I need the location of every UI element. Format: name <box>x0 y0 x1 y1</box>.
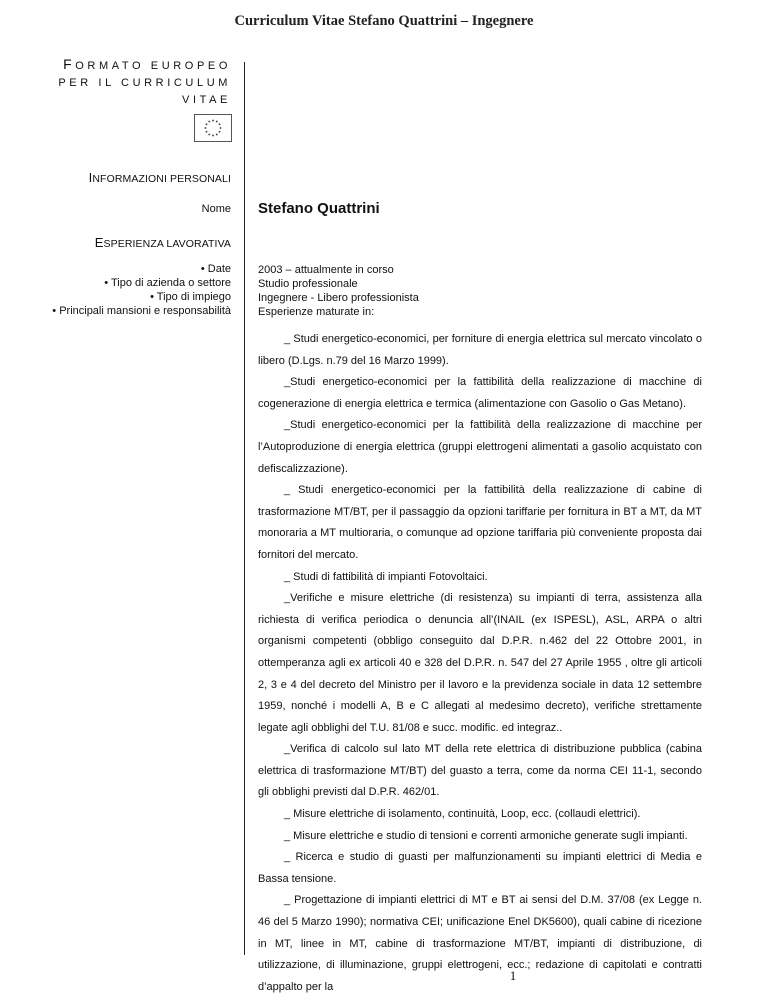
responsibility-item: _ Ricerca e studio di guasti per malfunzionamenti su impianti elettrici di Media e Bassa tensione. <box>258 851 702 885</box>
responsibilities-list <box>258 329 702 998</box>
responsibility-item: _Studi energetico-economici per la fattibilità della realizzazione di macchine per l’Autoproduzione di energia elettrica (gruppi elettrogeni alimentati a gasolio acquistato con defiscalizzazione). <box>258 419 702 475</box>
title-initial: F <box>63 56 76 72</box>
job-intro: Esperienze maturate in: <box>258 306 375 318</box>
cv-format-title <box>58 56 231 109</box>
eu-star <box>208 121 210 123</box>
eu-star <box>206 131 208 133</box>
label-job-type: • Tipo di impiego <box>150 291 231 303</box>
eu-star <box>216 121 218 123</box>
section-label: NFORMAZIONI PERSONALI <box>92 173 231 185</box>
eu-star <box>219 131 221 133</box>
title-line-1: ORMATO EUROPEO <box>75 60 231 72</box>
eu-star <box>206 123 208 125</box>
responsibility-item: _ Studi energetico-economici, per forniture di energia elettrica sul mercato vincolato o libero (D.Lgs. n.79 del 16 Marzo 1999). <box>258 333 702 367</box>
label-date: • Date <box>200 263 231 275</box>
eu-star <box>208 134 210 136</box>
responsibility-item: _ Studi di fattibilità di impianti Fotovoltaici. <box>284 570 488 583</box>
title-line-3: VITAE <box>182 94 231 106</box>
section-initial: I <box>88 170 93 185</box>
responsibility-item: _Verifiche e misure elettriche (di resistenza) su impianti di terra, assistenza alla richiesta di verifica periodica o denuncia all’(INAIL (ex ISPESL), ASL, ARPA o altri organismi competenti (obbligo conseguito dal D.P.R. n.462 del 22 Ottobre 2001, in ottemperanza agli ex articoli 40 e 328 del D.P.R. n. 547 del 27 Aprile 1955 , oltre gli articoli 2, 3 e 4 del decreto del Ministro per il lavoro e la previdenza sociale in data 12 settembre 1959, nonché i modelli A, B e C allegati al medesimo decreto), verifiche strettamente legate agli obblighi del T.U. 81/08 e succ. modific. ed integraz.. <box>258 592 702 734</box>
job-date: 2003 – attualmente in corso <box>258 264 394 276</box>
section-work-experience <box>95 235 231 250</box>
page-header: Curriculum Vitae Stefano Quattrini – Ingegnere <box>234 13 534 29</box>
section-label: SPERIENZA LAVORATIVA <box>103 238 231 250</box>
eu-star <box>212 120 214 122</box>
eu-star <box>216 134 218 136</box>
job-company: Studio professionale <box>258 278 358 290</box>
title-line-2: PER IL CURRICULUM <box>58 77 231 89</box>
responsibility-item: _ Misure elettriche di isolamento, continuità, Loop, ecc. (collaudi elettrici). <box>284 808 641 821</box>
responsibility-item: _ Misure elettriche e studio di tensioni e correnti armoniche generate sugli impianti. <box>284 829 688 842</box>
label-company-type: • Tipo di azienda o settore <box>104 277 231 289</box>
eu-star <box>219 123 221 125</box>
eu-stars-icon <box>195 115 231 141</box>
responsibility-item: _Verifica di calcolo sul lato MT della rete elettrica di distribuzione pubblica (cabina elettrica di trasformazione MT/BT) del guasto a terra, come da norma CEI 11-1, secondo gli obblighi previsti dal D.P.R. 462/01. <box>258 743 702 799</box>
vertical-divider <box>244 62 245 955</box>
job-type: Ingegnere - Libero professionista <box>258 292 419 304</box>
responsibility-item: _Studi energetico-economici per la fattibilità della realizzazione di macchine di cogenerazione di energia elettrica e termica (alimentazione con Gasolio o Gas Metano). <box>258 376 702 410</box>
section-initial: E <box>94 235 104 250</box>
eu-star <box>205 127 207 129</box>
eu-star <box>220 127 222 129</box>
page-number: 1 <box>509 968 517 983</box>
responsibility-item: _ Progettazione di impianti elettrici di MT e BT ai sensi del D.M. 37/08 (ex Legge n. 46 del 5 Marzo 1990); normativa CEI; unificazione Enel DK5600), quali cabine di ricezione in MT, linee in MT, cabine di trasformazione MT/BT, impianti di distribuzione, di utilizzazione, di illuminazione, gruppi elettrogeni, ecc.; redazione di capitolati e contratti d’appalto per la <box>258 894 702 993</box>
name-value: Stefano Quattrini <box>258 200 380 217</box>
eu-star <box>212 135 214 137</box>
section-personal-info <box>89 170 231 185</box>
name-label: Nome <box>201 203 231 215</box>
job-details <box>258 263 419 319</box>
label-responsibilities: • Principali mansioni e responsabilità <box>52 305 231 317</box>
eu-flag-logo <box>194 114 232 142</box>
responsibility-item: _ Studi energetico-economici per la fattibilità della realizzazione di cabine di trasformazione MT/BT, per il passaggio da opzioni tariffarie per fornitura in BT a MT, da MT monoraria a MT multioraria, o comunque ad opzione tariffaria più conveniente proposta dai fornitori del mercato. <box>258 484 702 561</box>
